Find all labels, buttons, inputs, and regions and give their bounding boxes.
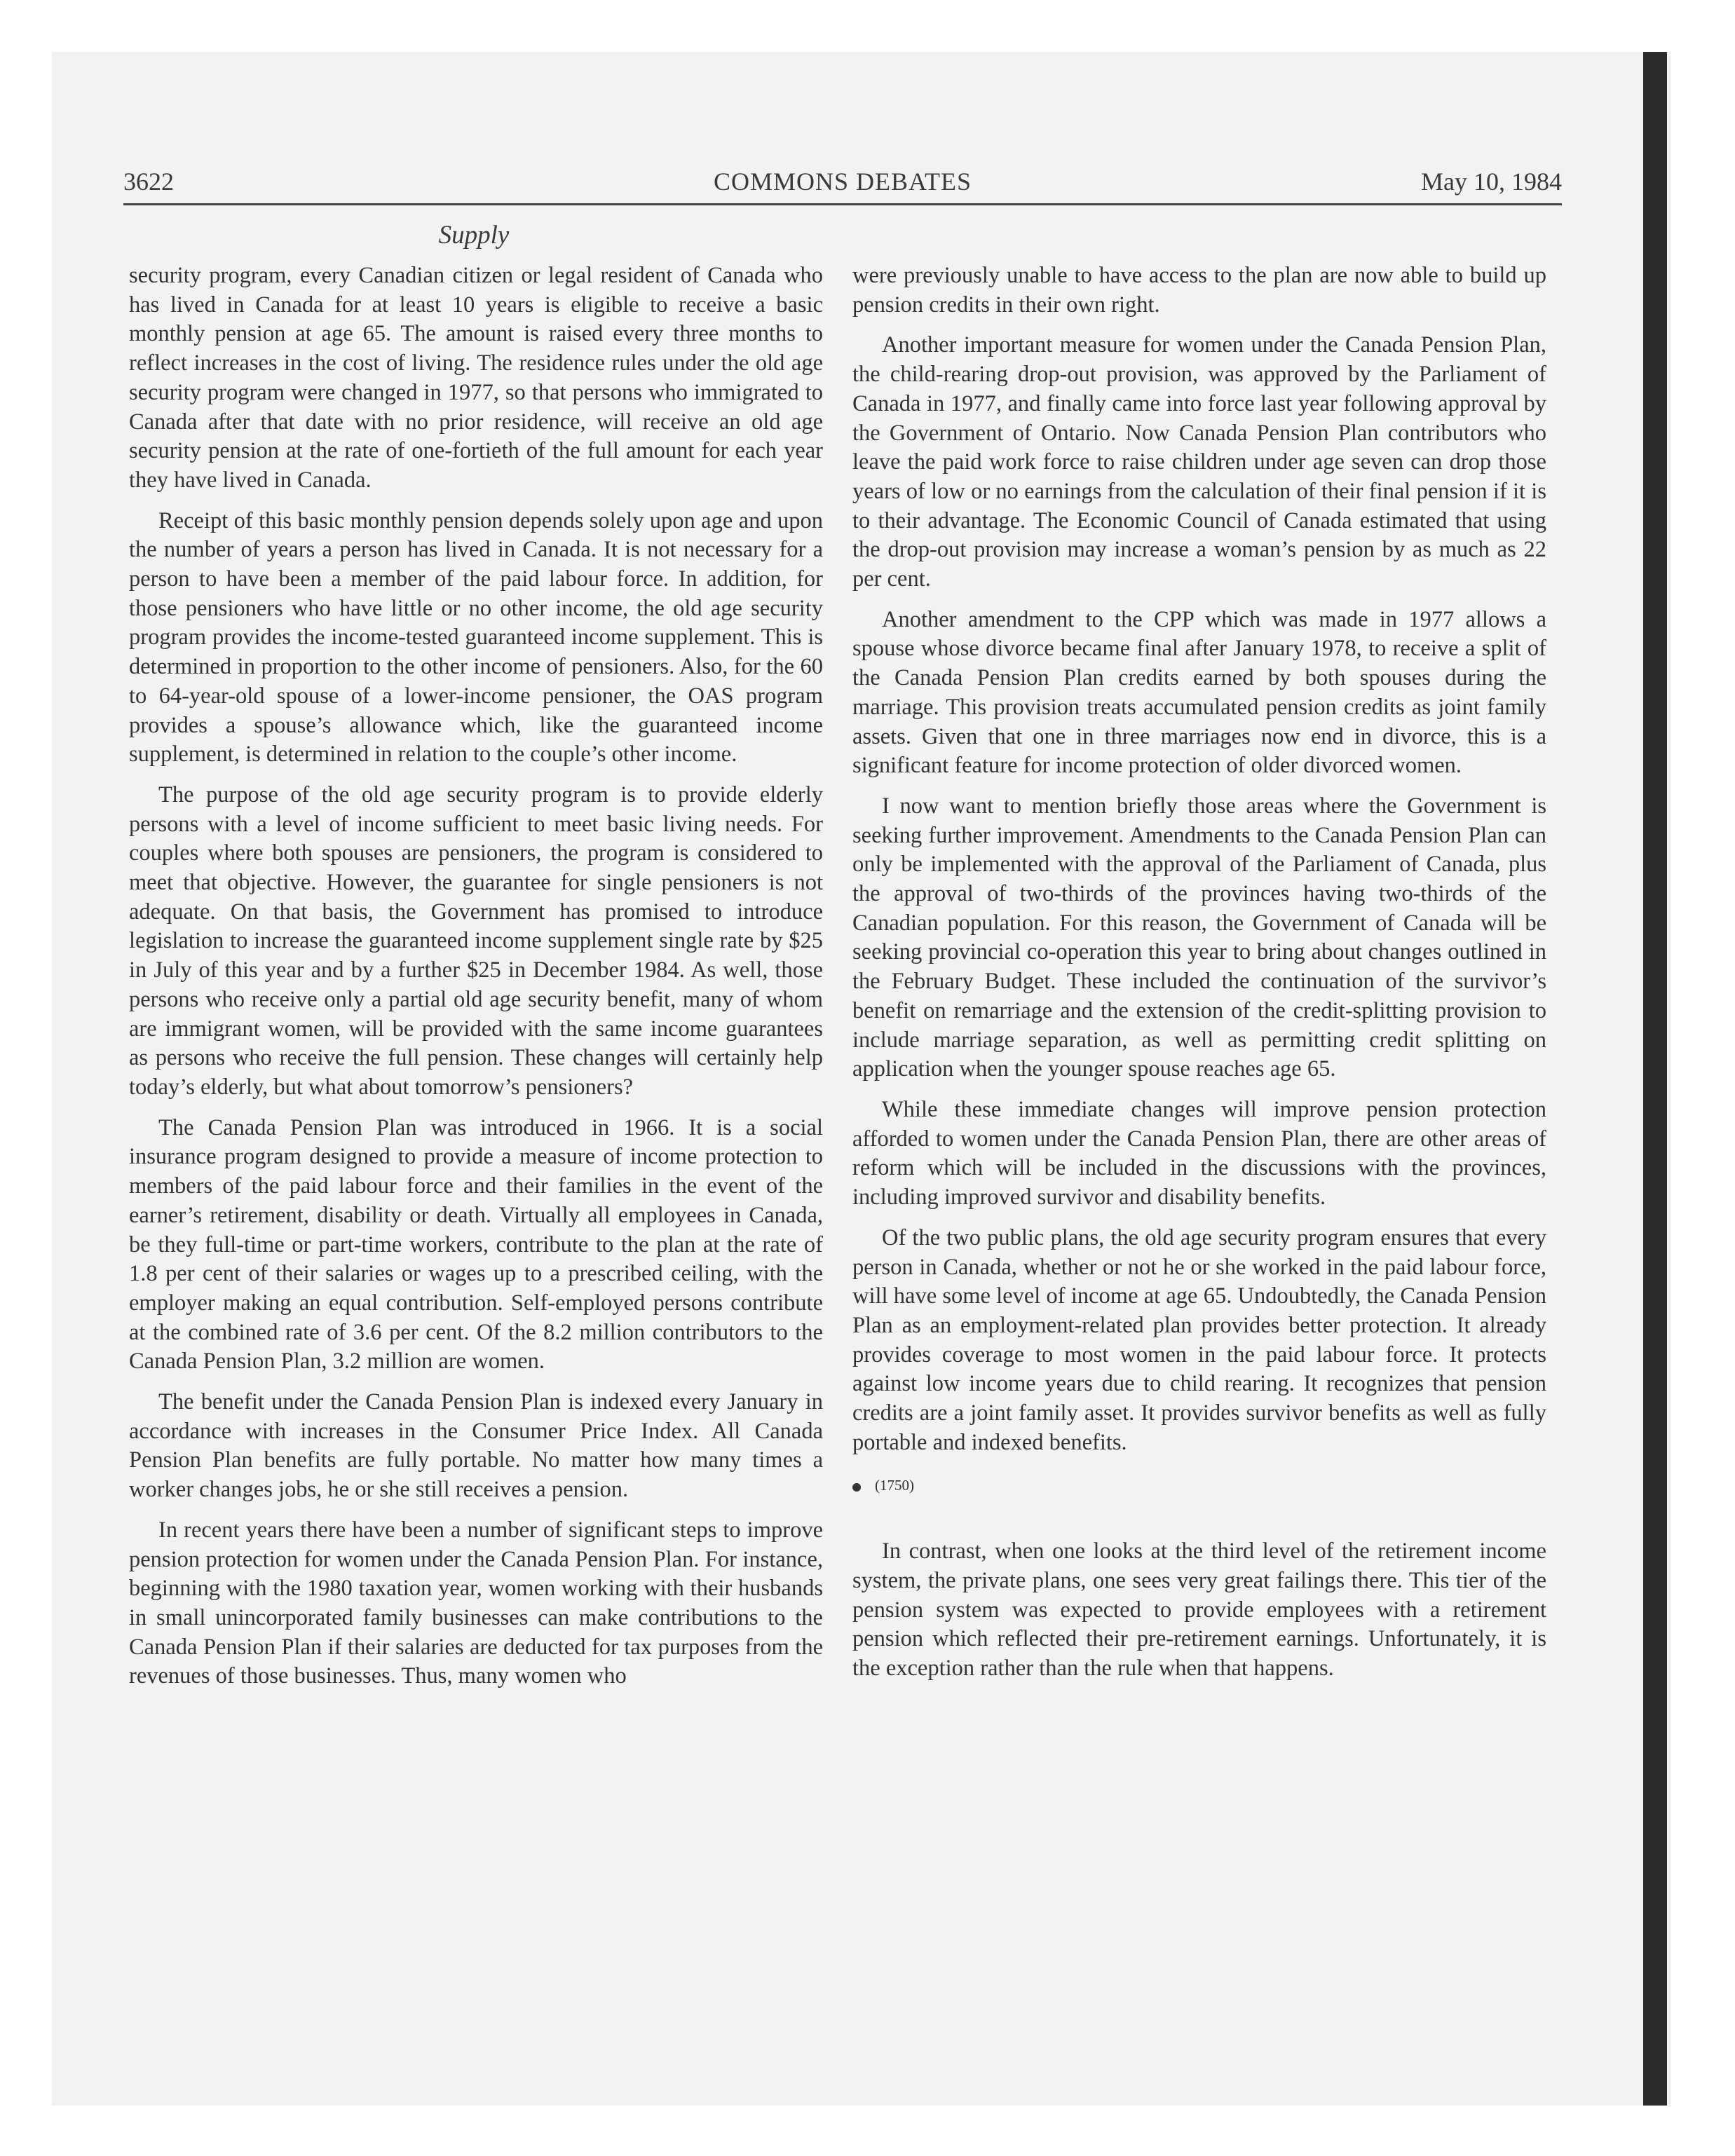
scan-edge-bar (1643, 52, 1667, 2106)
left-column (129, 261, 823, 1703)
right-column (852, 261, 1546, 1695)
paragraph: I now want to mention briefly those areas where the Government is seeking further improvement. Amendments to the Canada Pension Plan can only be implemented with the approval of the Parliament of Canada, plus the approval of two-thirds of the provinces having two-thirds of the Canadian population. For this reason, the Government of Canada will be seeking provincial co-operation this year to bring about changes outlined in the February Budget. These included the continuation of the survivor’s benefit on remarriage and the extension of the credit-splitting provision to include marriage separation, as well as permitting credit splitting on application when the younger spouse reaches age 65. (852, 793, 1546, 1082)
section-title: Supply (438, 221, 510, 250)
bullet-icon (852, 1483, 861, 1492)
header-rule (123, 203, 1562, 205)
paragraph: The Canada Pension Plan was introduced in 1966. It is a social insurance program designed to provide a measure of income protection to members of the paid labour force and their families in the event of the earner’s retirement, disability or death. Virtually all employees in Canada, be they full-time or part-time workers, contribute to the plan at the rate of 1.8 per cent of their salaries or wages up to a prescribed ceiling, with the employer making an equal contribution. Self-employed persons contribute at the combined rate of 3.6 per cent. Of the 8.2 million contributors to the Canada Pension Plan, 3.2 million are women. (129, 1114, 823, 1374)
paragraph: In contrast, when one looks at the third level of the retirement income system, the private plans, one sees very great failings there. This tier of the pension system was expected to provide employees with a retirement pension which reflected their pre-retirement earnings. Unfortunately, it is the exception rather than the rule when that happens. (852, 1538, 1546, 1681)
page-header (123, 167, 1562, 206)
paragraph: security program, every Canadian citizen or legal resident of Canada who has lived in Canada for at least 10 years is eligible to receive a basic monthly pension at age 65. The amount is raised every three months to reflect increases in the cost of living. The residence rules under the old age security program were changed in 1977, so that persons who immigrated to Canada after that date with no prior residence, will receive an old age security pension at the rate of one-fortieth of the full amount for each year they have lived in Canada. (129, 263, 823, 493)
paragraph: Another important measure for women under the Canada Pension Plan, the child-rearing drop-out provision, was approved by the Parliament of Canada in 1977, and finally came into force last year following approval by the Government of Ontario. Now Canada Pension Plan contributors who leave the paid work force to raise children under age seven can drop those years of low or no earnings from the calculation of their final pension if it is to their advantage. The Economic Council of Canada estimated that using the drop-out provision may increase a woman’s pension by as much as 22 per cent. (852, 332, 1546, 592)
paragraph: While these immediate changes will improve pension protection afforded to women under the Canada Pension Plan, there are other areas of reform which will be included in the discussions with the provinces, including improved survivor and disability benefits. (852, 1096, 1546, 1210)
paragraph: The benefit under the Canada Pension Plan is indexed every January in accordance with increases in the Consumer Price Index. All Canada Pension Plan benefits are fully portable. No matter how many times a worker changes jobs, he or she still receives a pension. (129, 1389, 823, 1503)
paragraph: Of the two public plans, the old age security program ensures that every person in Canada, whether or not he or she worked in the paid labour force, will have some level of income at age 65. Undoubtedly, the Canada Pension Plan as an employment-related plan provides better protection. It already provides coverage to most women in the paid labour force. It protects against low income years due to child rearing. It recognizes that pension credits are a joint family asset. It provides survivor benefits as well as fully portable and indexed benefits. (852, 1224, 1546, 1455)
paragraph: Receipt of this basic monthly pension depends solely upon age and upon the number of years a person has lived in Canada. It is not necessary for a person to have been a member of the paid labour force. In addition, for those pensioners who have little or no other income, the old age security program provides the income-tested guaranteed income supplement. This is determined in proportion to the other income of pensioners. Also, for the 60 to 64-year-old spouse of a lower-income pensioner, the OAS program provides a spouse’s allowance which, like the guaranteed income supplement, is determined in relation to the couple’s other income. (129, 507, 823, 767)
paragraph: In recent years there have been a number of significant steps to improve pension protection for women under the Canada Pension Plan. For instance, beginning with the 1980 taxation year, women working with their husbands in small unincorporated family businesses can make contributions to the Canada Pension Plan if their salaries are deducted for tax purposes from the revenues of those businesses. Thus, many women who (129, 1517, 823, 1689)
paragraph: Another amendment to the CPP which was made in 1977 allows a spouse whose divorce became final after January 1978, to receive a split of the Canada Pension Plan credits earned by both spouses during the marriage. This provision treats accumulated pension credits as joint family assets. Given that one in three marriages now end in divorce, this is a significant feature for income protection of older divorced women. (852, 606, 1546, 779)
time-marker-text: (1750) (875, 1477, 914, 1494)
debate-date: May 10, 1984 (1421, 168, 1562, 196)
publication-title: COMMONS DEBATES (713, 168, 972, 196)
time-marker (852, 1471, 1546, 1501)
page-number: 3622 (123, 168, 174, 196)
paragraph: The purpose of the old age security program is to provide elderly persons with a level of income sufficient to meet basic living needs. For couples where both spouses are pensioners, the program is considered to meet that objective. However, the guarantee for single pensioners is not adequate. On that basis, the Government has promised to introduce legislation to increase the guaranteed income supplement single rate by $25 in July of this year and by a further $25 in December 1984. As well, those persons who receive only a partial old age security benefit, many of whom are immigrant women, will be provided with the same income guarantees as persons who receive the full pension. These changes will certainly help today’s elderly, but what about tomorrow’s pensioners? (129, 782, 823, 1100)
paragraph: were previously unable to have access to the plan are now able to build up pension credits in their own right. (852, 263, 1546, 318)
